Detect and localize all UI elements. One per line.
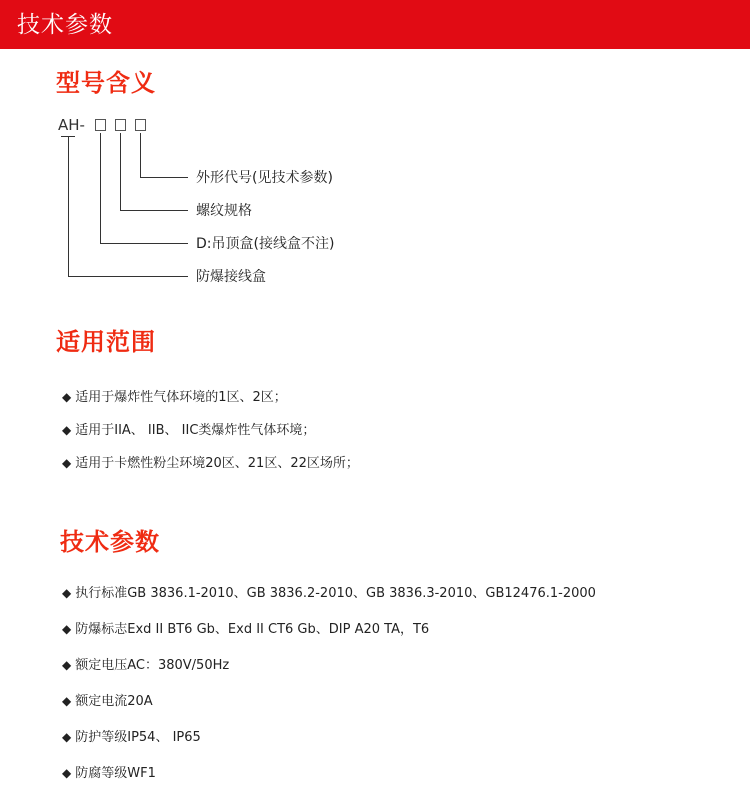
tech-item-text: 额定电压AC：380V/50Hz: [75, 658, 230, 673]
model-legend-item: 外形代号(见技术参数): [196, 170, 333, 186]
scope-list-item: [62, 421, 315, 440]
diamond-bullet-icon: ◆: [62, 423, 72, 437]
model-code-box: [135, 119, 146, 131]
tech-list-item: [62, 764, 156, 783]
tech-item-text: 额定电流20A: [75, 694, 153, 709]
tech-item-text: 防腐等级WF1: [75, 766, 156, 781]
diamond-bullet-icon: ◆: [62, 730, 72, 744]
diamond-bullet-icon: ◆: [62, 658, 72, 672]
model-legend-item: 防爆接线盒: [196, 269, 266, 285]
scope-item-text: 适用于卡燃性粉尘环境20区、21区、22区场所；: [75, 456, 359, 471]
tech-list-item: [62, 692, 153, 711]
diamond-bullet-icon: ◆: [62, 390, 72, 404]
diamond-bullet-icon: ◆: [62, 694, 72, 708]
scope-list-item: [62, 388, 287, 407]
model-section-title: 型号含义: [56, 69, 156, 97]
header-bar: [0, 0, 750, 49]
tech-item-text: 防护等级IP54、 IP65: [75, 730, 201, 745]
header-title: 技术参数: [17, 12, 113, 38]
diamond-bullet-icon: ◆: [62, 766, 72, 780]
scope-item-text: 适用于IIA、 IIB、 IIC类爆炸性气体环境；: [75, 423, 316, 438]
tech-item-text: 防爆标志Exd II BT6 Gb、Exd II CT6 Gb、DIP A20 TA，T6: [75, 622, 430, 637]
diamond-bullet-icon: ◆: [62, 456, 72, 470]
tech-list-item: [62, 620, 429, 639]
diamond-bullet-icon: ◆: [62, 622, 72, 636]
scope-section-title: 适用范围: [56, 328, 156, 356]
tech-section-title: 技术参数: [60, 528, 160, 556]
scope-list-item: [62, 454, 359, 473]
tech-item-text: 执行标准GB 3836.1-2010、GB 3836.2-2010、GB 3836.3-2010、GB12476.1-2000: [75, 586, 596, 601]
model-code-box: [95, 119, 106, 131]
model-code-box: [115, 119, 126, 131]
model-code-prefix: AH-: [58, 116, 85, 134]
scope-item-text: 适用于爆炸性气体环境的1区、2区；: [75, 390, 287, 405]
tech-list-item: [62, 584, 596, 603]
tech-list-item: [62, 728, 201, 747]
tech-list-item: [62, 656, 229, 675]
model-legend-item: 螺纹规格: [196, 203, 252, 219]
diamond-bullet-icon: ◆: [62, 586, 72, 600]
model-legend-item: D:吊顶盒(接线盒不注): [196, 236, 335, 252]
